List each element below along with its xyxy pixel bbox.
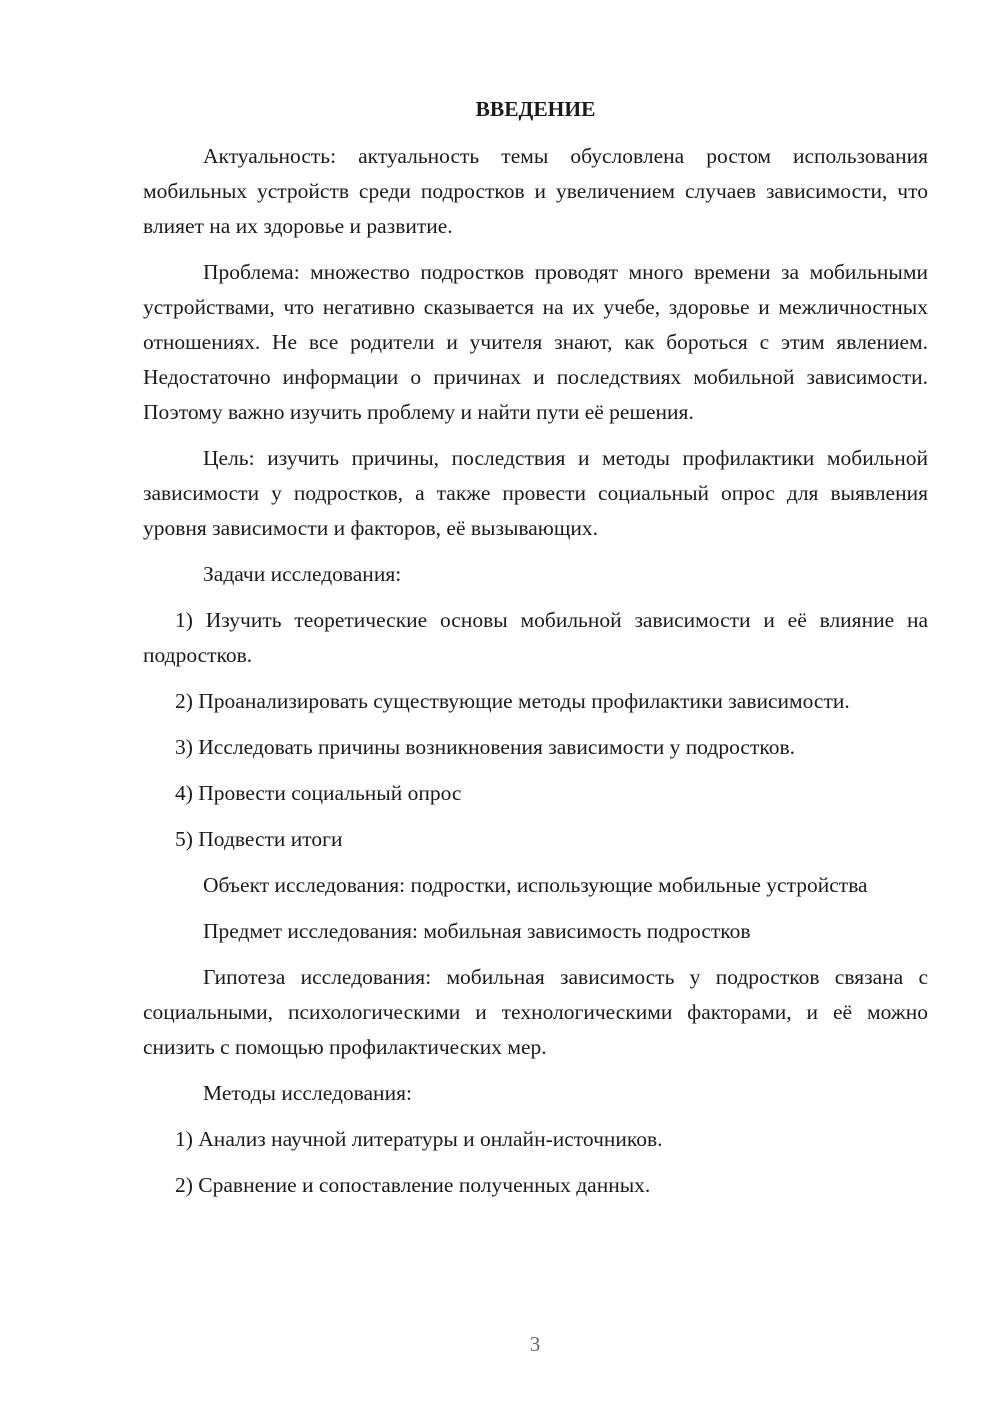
task-item: 1) Изучить теоретические основы мобильной зависимости и её влияние на подростков. bbox=[143, 608, 928, 667]
object-paragraph: Объект исследования: подростки, использующие мобильные устройства bbox=[203, 873, 868, 897]
task-item: 2) Проанализировать существующие методы профилактики зависимости. bbox=[175, 689, 850, 713]
methods-heading: Методы исследования: bbox=[203, 1081, 412, 1105]
task-item: 5) Подвести итоги bbox=[175, 827, 343, 851]
task-item: 3) Исследовать причины возникновения зависимости у подростков. bbox=[175, 735, 795, 759]
hypothesis-paragraph: Гипотеза исследования: мобильная зависимость у подростков связана с социальными, психологическими и технологическими факторами, и её можно снизить с помощью профилактических мер. bbox=[143, 965, 928, 1059]
task-item: 4) Провести социальный опрос bbox=[175, 781, 462, 805]
subject-paragraph: Предмет исследования: мобильная зависимость подростков bbox=[203, 919, 751, 943]
page-number: 3 bbox=[529, 1332, 541, 1356]
goal-paragraph: Цель: изучить причины, последствия и методы профилактики мобильной зависимости у подростков, а также провести социальный опрос для выявления уровня зависимости и факторов, её вызывающих. bbox=[143, 446, 928, 540]
section-title: ВВЕДЕНИЕ bbox=[475, 97, 596, 121]
method-item: 1) Анализ научной литературы и онлайн-источников. bbox=[175, 1127, 663, 1151]
relevance-paragraph: Актуальность: актуальность темы обусловлена ростом использования мобильных устройств среди подростков и увеличением случаев зависимости, что влияет на их здоровье и развитие. bbox=[143, 144, 928, 238]
tasks-heading: Задачи исследования: bbox=[203, 562, 402, 586]
method-item: 2) Сравнение и сопоставление полученных данных. bbox=[175, 1173, 651, 1197]
problem-paragraph: Проблема: множество подростков проводят много времени за мобильными устройствами, что негативно сказывается на их учебе, здоровье и межличностных отношениях. Не все родители и учителя знают, как бороться с этим явлением. Недостаточно информации о причинах и последствиях мобильной зависимости. Поэтому важно изучить проблему и найти пути её решения. bbox=[143, 260, 928, 424]
page-content bbox=[143, 92, 928, 1214]
